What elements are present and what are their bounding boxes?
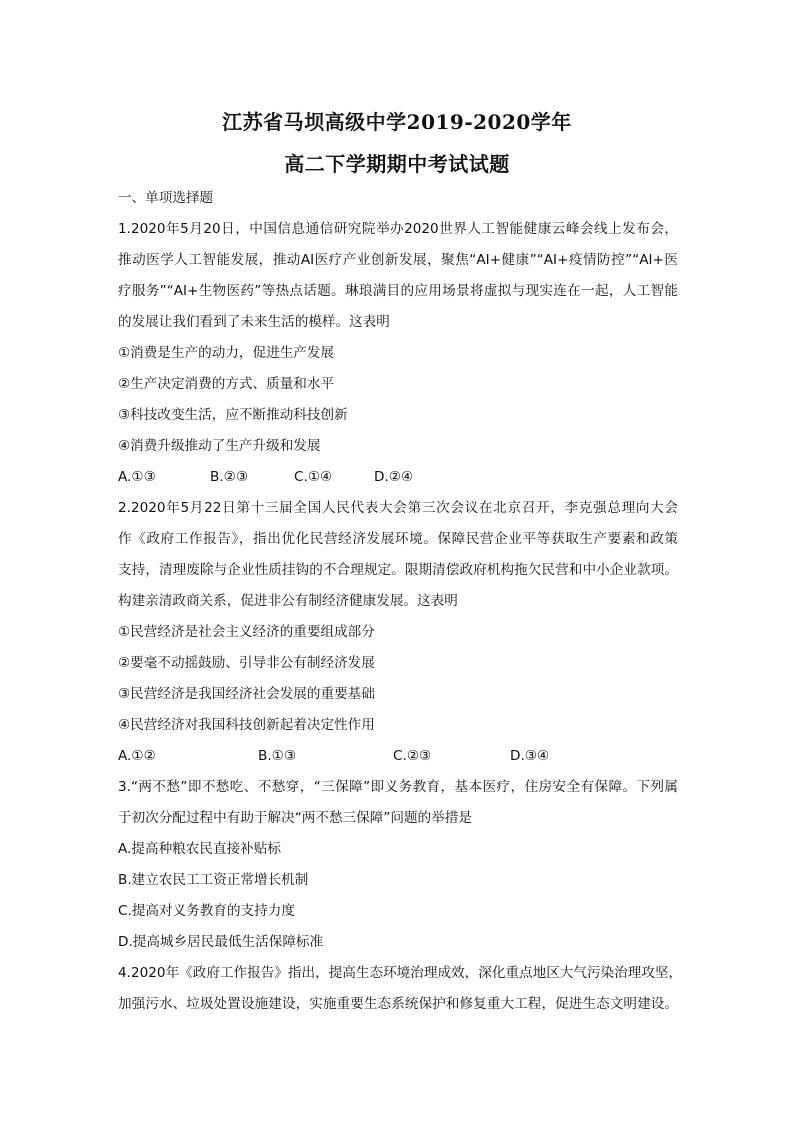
q1-item-2: ②生产决定消费的方式、质量和水平: [118, 376, 335, 392]
q2-choice-d: D.③④: [510, 748, 550, 764]
q1-choice-d: D.②④: [374, 469, 414, 485]
q1-item-4: ④消费升级推动了生产升级和发展: [118, 438, 321, 454]
q3-choice-a: A.提高种粮农民直接补贴标: [118, 841, 281, 857]
q4-stem-line1: 4.2020年《政府工作报告》指出，提高生态环境治理成效，深化重点地区大气污染治理攻坚，: [118, 965, 683, 981]
q1-item-3: ③科技改变生活，应不断推动科技创新: [118, 407, 348, 423]
q1-choice-a: A.①③: [118, 469, 156, 485]
exam-title-line1: 江苏省马坝高级中学2019-2020学年: [222, 110, 572, 134]
q2-choice-a: A.①②: [118, 748, 156, 764]
q1-stem-line2: 推动医学人工智能发展，推动AI医疗产业创新发展，聚焦“AI+健康”“AI+疫情防控”“AI+医: [118, 252, 678, 268]
q3-stem-line2: 于初次分配过程中有助于解决“两不愁三保障”问题的举措是: [118, 810, 472, 826]
q3-choice-b: B.建立农民工工资正常增长机制: [118, 872, 309, 888]
exam-title-line2: 高二下学期期中考试试题: [284, 152, 510, 176]
q2-choice-c: C.②③: [393, 748, 432, 764]
q1-item-1: ①消费是生产的动力，促进生产发展: [118, 345, 335, 361]
q1-stem-line4: 的发展让我们看到了未来生活的模样。这表明: [118, 314, 390, 330]
q2-item-4: ④民营经济对我国科技创新起着决定性作用: [118, 717, 375, 733]
q2-item-1: ①民营经济是社会主义经济的重要组成部分: [118, 624, 375, 640]
q2-stem-line4: 构建亲清政商关系，促进非公有制经济健康发展。这表明: [118, 593, 458, 609]
q3-choice-c: C.提高对义务教育的支持力度: [118, 903, 295, 919]
q2-item-3: ③民营经济是我国经济社会发展的重要基础: [118, 686, 375, 702]
q1-choice-c: C.①④: [294, 469, 333, 485]
q2-stem-line2: 作《政府工作报告》，指出优化民营经济发展环境。保障民营企业平等获取生产要素和政策: [118, 531, 678, 547]
q1-choice-b: B.②③: [210, 469, 249, 485]
q3-stem-line1: 3.“两不愁”即不愁吃、不愁穿，“三保障”即义务教育，基本医疗，住房安全有保障。下列属: [118, 779, 678, 795]
q2-choice-b: B.①③: [258, 748, 297, 764]
q1-stem-line1: 1.2020年5月20日，中国信息通信研究院举办2020世界人工智能健康云峰会线上发布会，: [118, 221, 678, 237]
q2-item-2: ②要毫不动摇鼓励、引导非公有制经济发展: [118, 655, 375, 671]
q2-stem-line3: 支持，清理废除与企业性质挂钩的不合理规定。限期清偿政府机构拖欠民营和中小企业款项。: [118, 562, 678, 578]
q2-stem-line1: 2.2020年5月22日第十三届全国人民代表大会第三次会议在北京召开，李克强总理向大会: [118, 500, 678, 516]
q1-stem-line3: 疗服务”“AI+生物医药”等热点话题。琳琅满目的应用场景将虚拟与现实连在一起，人工智能: [118, 283, 678, 299]
q4-stem-line2: 加强污水、垃圾处置设施建设，实施重要生态系统保护和修复重大工程，促进生态文明建设。: [118, 996, 678, 1012]
section-heading: 一、单项选择题: [118, 190, 214, 206]
q3-choice-d: D.提高城乡居民最低生活保障标准: [118, 934, 324, 950]
